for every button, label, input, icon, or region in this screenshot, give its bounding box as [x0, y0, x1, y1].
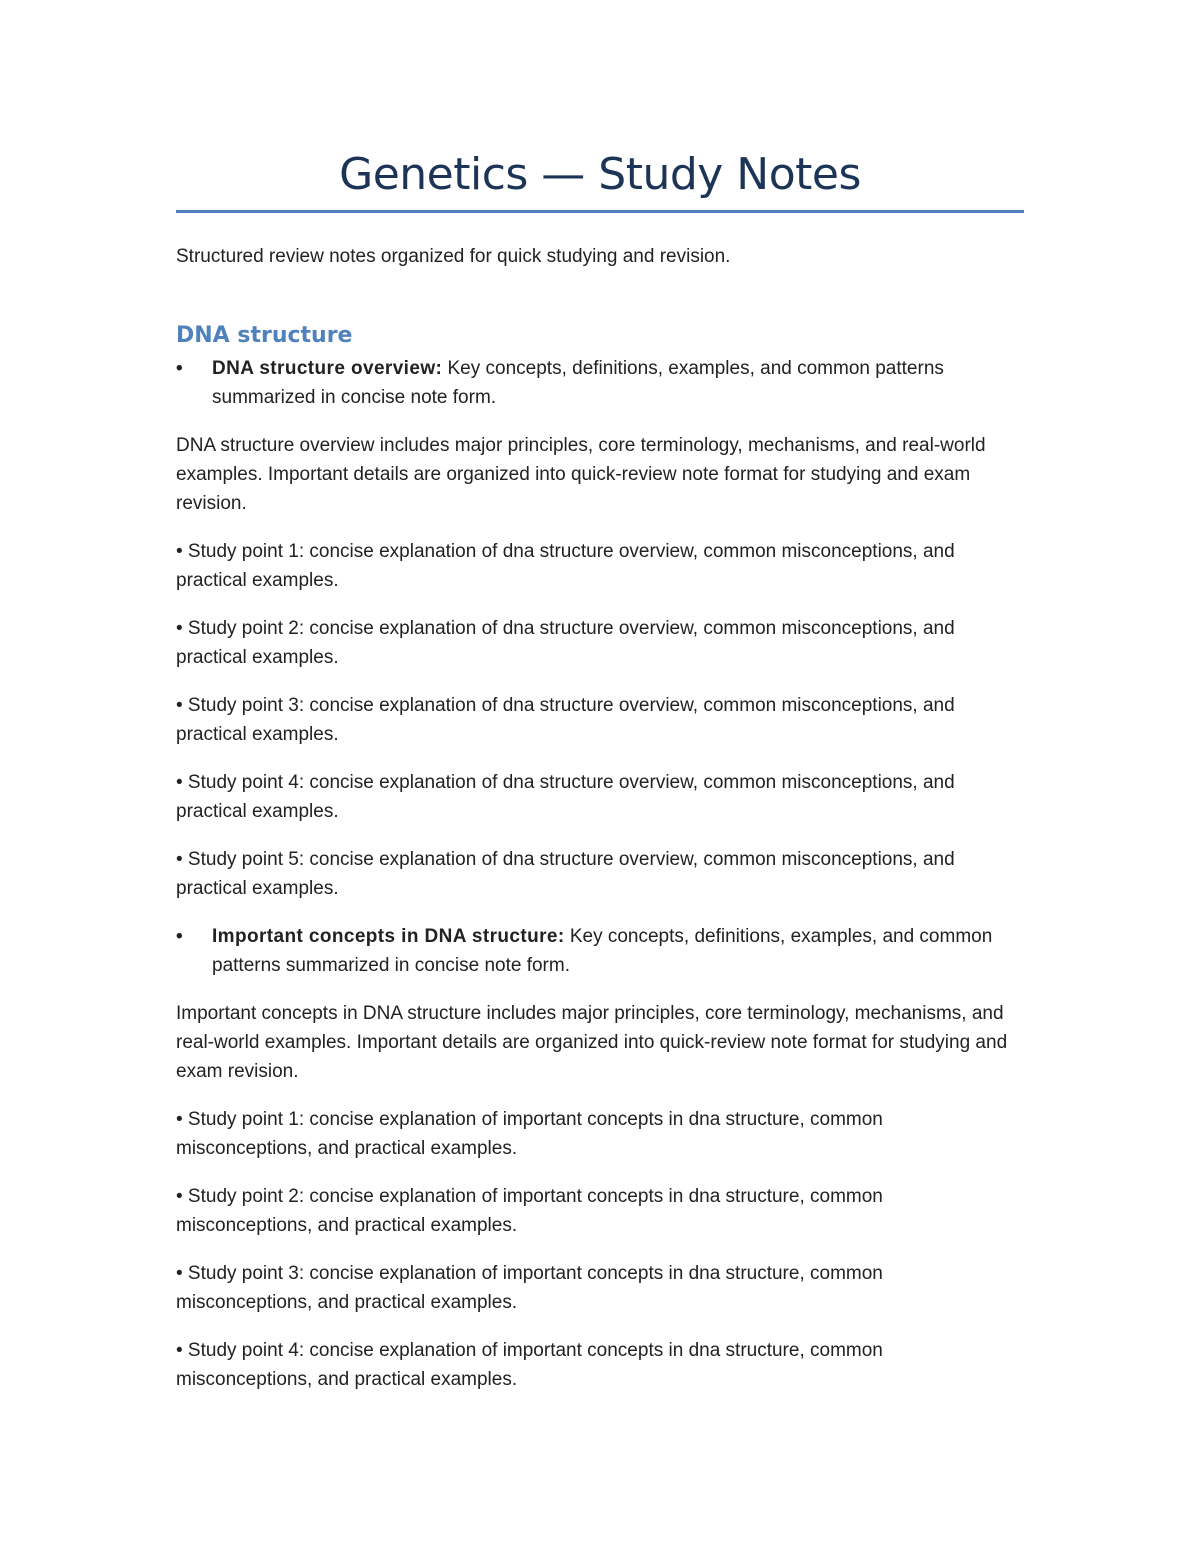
bullet-item [176, 922, 1024, 980]
study-point: • Study point 2: concise explanation of important concepts in dna structure, common misconceptions, and practical examples. [176, 1186, 883, 1236]
study-point: • Study point 1: concise explanation of important concepts in dna structure, common misconceptions, and practical examples. [176, 1109, 883, 1159]
study-point: • Study point 5: concise explanation of dna structure overview, common misconceptions, and practical examples. [176, 849, 955, 899]
overview-paragraph: Important concepts in DNA structure includes major principles, core terminology, mechanisms, and real-world examples. Important details are organized into quick-review note format for studying and exam revision. [176, 1003, 1008, 1082]
intro-text: Structured review notes organized for quick studying and revision. [176, 246, 731, 267]
study-point: • Study point 3: concise explanation of dna structure overview, common misconceptions, and practical examples. [176, 695, 955, 745]
bullet-text: Key concepts, definitions, examples, and common patterns summarized in concise note form. [212, 358, 944, 408]
study-point: • Study point 4: concise explanation of important concepts in dna structure, common misconceptions, and practical examples. [176, 1340, 883, 1390]
study-point: • Study point 4: concise explanation of dna structure overview, common misconceptions, and practical examples. [176, 772, 955, 822]
document-title: Genetics — Study Notes [339, 149, 861, 200]
note-block [176, 354, 1024, 903]
bullet-text: Key concepts, definitions, examples, and common patterns summarized in concise note form. [212, 926, 993, 976]
study-point: • Study point 2: concise explanation of dna structure overview, common misconceptions, and practical examples. [176, 618, 955, 668]
title-underline [176, 210, 1024, 213]
study-point: • Study point 1: concise explanation of dna structure overview, common misconceptions, and practical examples. [176, 541, 955, 591]
section-dna-structure [176, 320, 1024, 1413]
bullet-term: Important concepts in DNA structure: [212, 926, 565, 947]
bullet-dot-icon: • [176, 926, 183, 947]
bullet-term: DNA structure overview: [212, 358, 443, 379]
note-block [176, 922, 1024, 1394]
bullet-dot-icon: • [176, 358, 183, 379]
section-heading: DNA structure [176, 323, 353, 348]
study-point: • Study point 3: concise explanation of important concepts in dna structure, common misconceptions, and practical examples. [176, 1263, 883, 1313]
bullet-item [176, 354, 1024, 412]
overview-paragraph: DNA structure overview includes major principles, core terminology, mechanisms, and real-world examples. Important details are organized into quick-review note format for studying and exam revision. [176, 435, 986, 514]
